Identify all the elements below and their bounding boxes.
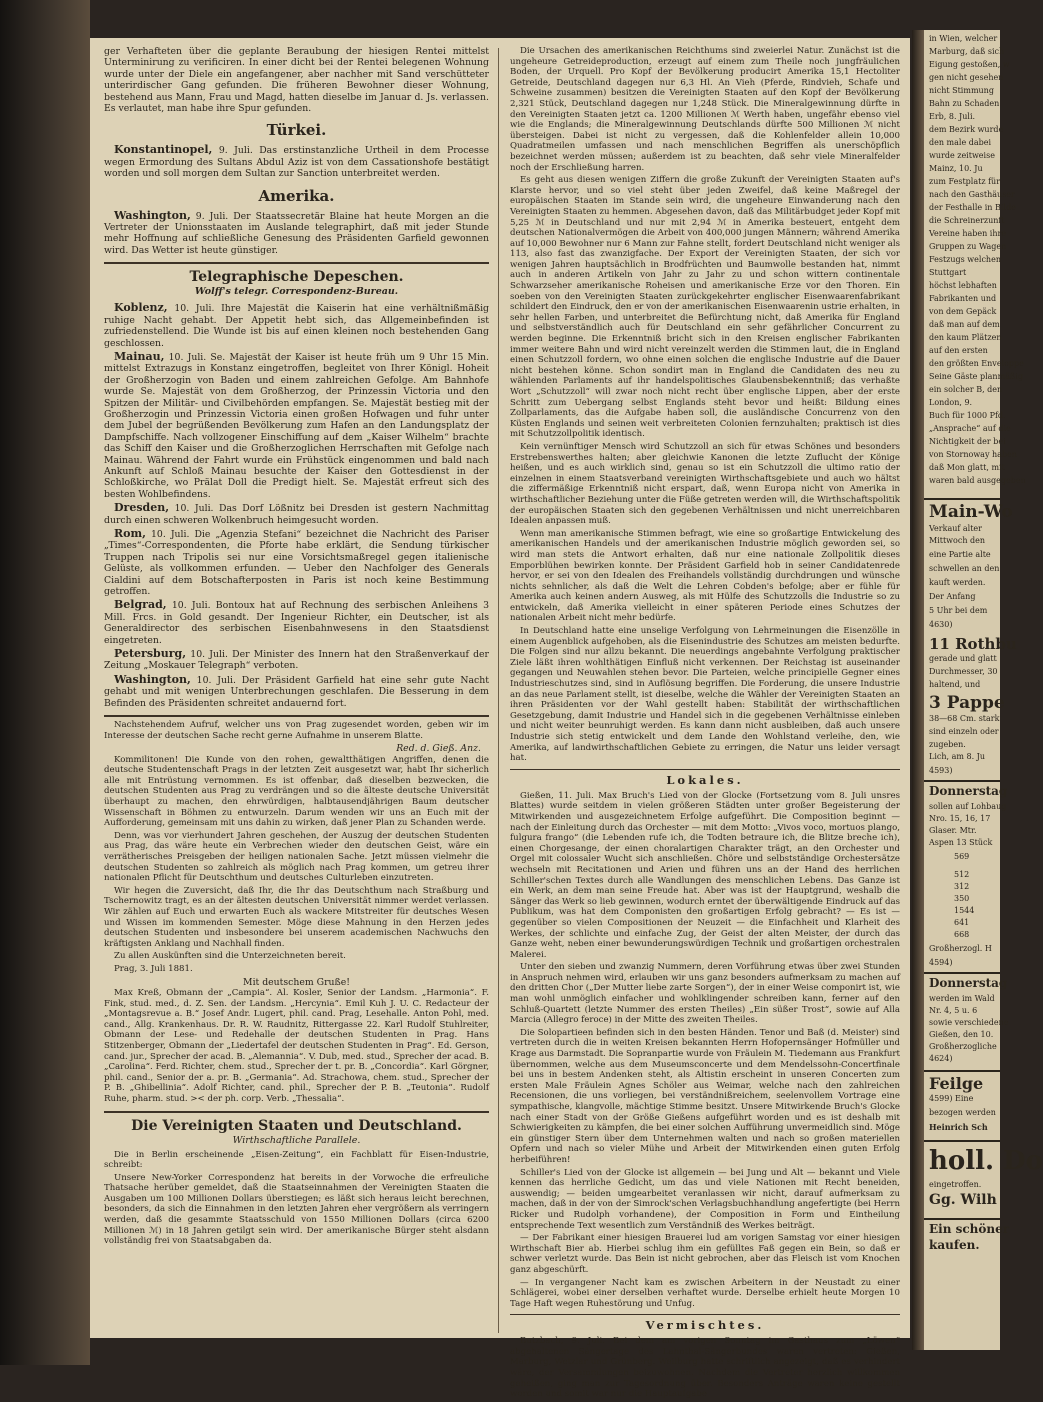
- lokales-paragraph: — In vergangener Nacht kam es zwischen Arbeitern in der Neustadt zu einer Schlägerei, wobei einer derselben verhaftet wurde. Derselbe erhielt heute Morgen 10 Tage Haft wegen Ruhestörung und Unfug.: [510, 1277, 900, 1309]
- intro-text: ger Verhafteten über die geplante Beraubung der hiesigen Rentei mittelst Unterminirung zu verificiren. In einer dicht bei der Rentei belegenen Wohnung wurde unter der Diele ein angefangener, aber nachher mit Sand verschütteter unterirdischer Gang gefunden. Die früheren Bewohner dieser Wohnung, bestehend aus Mann, Frau und Magd, hatten dieselbe im Januar d. Js. verlassen. Es verlautet, man habe ihre Spur gefunden.: [104, 46, 489, 115]
- ad-line: Großherzogl. H: [929, 944, 992, 953]
- ad-title: Ein schöner: [929, 1222, 1010, 1236]
- book-spine: [0, 0, 90, 1365]
- aufruf-paragraph: Denn, was vor vierhundert Jahren geschehen, der Auszug der deutschen Studenten aus Prag, das wäre heute ein Verbrechen wieder den deutschen Geist, wäre ein verrätherisches Preisgeben der heiligen nationalen Sache. Jetzt müssen vielmehr die deutschen Studenten so zahlreich als möglich nach Prag kommen, um getreu ihrer nationalen Pflicht für Deutschthum und deutsches Culturleben einzutreten.: [104, 830, 489, 884]
- ad-line: Lich, am 8. Ju: [929, 752, 986, 761]
- facing-page-line: daß man auf dem: [929, 320, 1000, 329]
- facing-page-line: Festzugs welchen: [929, 255, 1001, 264]
- facing-page-line: höchst lebhaften: [929, 281, 997, 290]
- telegram-text: 10. Juli. Der Präsident Garfield hat eine sehr gute Nacht gehabt und mit wenigen Unterbrechungen geschlafen. Die Besserung in dem Befinden des Präsidenten schreitet andauernd fort.: [104, 674, 489, 709]
- aufruf-paragraph: Wir hegen die Zuversicht, daß Ihr, die Ihr das Deutschthum nach Straßburg und Tschernowitz tragt, es an der ältesten deutschen Universität nimmer werdet verlassen. Wir zählen auf Euch und erwarten Euch als wackere Mitstreiter für deutsches Wesen und Wissen im kommenden Semester. Möge diese Mahnung in den Herzen jedes deutschen Studenten und insbesondere bei unserem academischen Nachwuchs den kräftigsten Anklang und Nachhall finden.: [104, 885, 489, 949]
- dateline-city: Washington,: [114, 672, 191, 686]
- amerika-report: [104, 210, 489, 257]
- ad-line: eine Partie alte: [929, 550, 991, 559]
- vs-subheading: Wirthschaftliche Parallele.: [232, 1134, 361, 1146]
- aufruf-greeting: Mit deutschem Gruße!: [243, 976, 350, 988]
- ad-line: kaufen.: [929, 1238, 980, 1252]
- ad-line: Großherzogliche: [929, 1042, 997, 1051]
- ad-line: schwellen an den: [929, 564, 1000, 573]
- facing-page-line: Vereine haben ihre: [929, 229, 1007, 238]
- facing-page-line: nach den Gasthäuser: [929, 190, 1015, 199]
- column-left: [104, 46, 489, 1249]
- facing-page-line: in Wien, welcher: [929, 34, 998, 43]
- facing-page-line: Marburg, daß sich: [929, 47, 1005, 56]
- facing-page-line: Stuttgart: [929, 268, 967, 277]
- aufruf-redaction: Red. d. Gieß. Anz.: [396, 743, 481, 755]
- lokales-paragraph: — Der Fabrikant einer hiesigen Brauerei lud am vorigen Samstag vor einer hiesigen Wirthschaft Bier ab. Hierbei schlug ihm ein gefülltes Faß gegen ein Bein, so daß er schwer verletzt wurde. Das Bein ist nicht gebrochen, aber das Fleisch ist vom Knochen ganz abgeschürft.: [510, 1233, 900, 1275]
- ad-title: 11 Rothbu: [929, 635, 1017, 653]
- facing-page-line: ein solcher B, den: [929, 385, 1003, 394]
- heading-vereinigte-staaten: Die Vereinigten Staaten und Deutschland.: [131, 1117, 462, 1134]
- ad-line: werden im Wald: [929, 994, 995, 1003]
- ad-line: sollen auf Lohbaug: [929, 802, 1007, 811]
- telegram-petersburg: [104, 648, 489, 672]
- report-text: 9. Juli. Das erstinstanzliche Urtheil in dem Processe wegen Ermordung des Sultans Abdul Aziz ist von dem Cassationshofe bestätigt worden und soll morgen dem Sultan zur Sanction unterbreitet werden.: [104, 145, 489, 180]
- lokales-paragraph: Unter den sieben und zwanzig Nummern, deren Vorführung etwas über zwei Stunden in Anspruch nehmen wird, erlauben wir uns ganz besonders aufmerksam zu machen auf den dritten Chor („Der Mutter liebe zarte Sorgen“), der in einer Weise componirt ist, wie man wohl unmöglich einfacher und wohlklingender schreiben kann, ferner auf den Schluß-Quartett (letzte Nummer des ersten Theiles) „Ein süßer Trost“, sowie auf Alla Marcia (Allegro feroce) in der Mitte des zweiten Theiles.: [510, 962, 900, 1026]
- facing-page-line: London, 9.: [929, 398, 973, 407]
- section-divider: [104, 262, 489, 264]
- ad-line: Gg. Wilh: [929, 1192, 997, 1208]
- vs-paragraph: Unsere New-Yorker Correspondenz hat bereits in der Vorwoche die erfreuliche Thatsache herüber gemeldet, daß die Staatseinnahmen der Vereinigten Staaten die Ausgaben um 100 Millionen Dollars überstiegen; es läßt sich heraus leicht berechnen, besonders, da sich die Einnahmen in den letzten Jahren eher vergrößern als verringern werden, daß die gesammte Staatsschuld von 1550 Millionen Dollars (circa 6200 Millionen ℳ) in 18 Jahren getilgt sein wird. Der amerikanische Bürger steht alsdann vollständig frei von Staatsabgaben da.: [104, 1172, 489, 1247]
- column-rule: [498, 48, 499, 1333]
- facing-page-line: wurde zeitweise: [929, 151, 995, 160]
- telegram-text: 10. Juli. Bontoux hat auf Rechnung des serbischen Anleihens 3 Mill. Frcs. in Gold gesandt. Der Ingenieur Richter, ein Deutscher, ist als Generaldirector des serbischen Eisenbahnwesens in den Staatsdienst eingetreten.: [104, 600, 489, 646]
- ad-title: Donnerstag: [929, 976, 1008, 990]
- lokales-paragraph: Schiller's Lied von der Glocke ist allgemein — bei Jung und Alt — bekannt und Viele kennen das herrliche Gedicht, um das und viele Nationen mit Recht beneiden, auswendig; — beiden umgearbeitet veranlassen wir nicht, darauf aufmerksam zu machen, daß in der von der Simrock'schen Verlagsbuchhandlung angefertigte (bei Herrn Ricker und Rudolph vorhandene), der Composition in Form und Eintheilung entsprechende Text wesentlich zum Verständniß des Werkes beiträgt.: [510, 1167, 900, 1231]
- facing-page-line: „Ansprache“ auf die: [929, 424, 1011, 433]
- ad-title: Main-Wo: [929, 502, 1013, 522]
- heading-vermischtes: Vermischtes.: [645, 1318, 765, 1333]
- facing-page-line: Gruppen zu Wagen: [929, 242, 1007, 251]
- dateline-city: Koblenz,: [114, 301, 168, 315]
- ad-line: gerade und glatt: [929, 654, 997, 663]
- heading-tuerkei: Türkei.: [266, 121, 327, 140]
- ad-line: 4624): [929, 1054, 953, 1063]
- ad-rule: [924, 972, 1000, 974]
- facing-page-line: Seine Gäste planmäßig: [929, 372, 1023, 381]
- telegram-text: 10. Juli. Das Dorf Lößnitz bei Dresden ist gestern Nachmittag durch einen schweren Wolkenbruch heimgesucht worden.: [104, 503, 489, 526]
- ad-line: Glaser. Mtr.: [929, 826, 977, 835]
- ad-line: 4599) Eine: [929, 1094, 974, 1103]
- section-divider: [104, 1111, 489, 1113]
- section-divider: [510, 1314, 900, 1315]
- ad-line: sind einzeln oder: [929, 727, 999, 736]
- heading-telegraphische-depeschen: Telegraphische Depeschen.: [189, 269, 404, 286]
- report-text: 9. Juli. Der Staatssecretär Blaine hat heute Morgen an die Vertreter der Unionsstaaten im Auslande telegraphirt, daß mit jeder Stunde mehr Hoffnung auf schließliche Genesung des Präsidenten Garfield gewonnen wird. Das Wetter ist heute günstiger.: [104, 210, 489, 256]
- dateline-city: Rom,: [114, 527, 146, 540]
- telegram-rom: [104, 528, 489, 597]
- aufruf-paragraph: Zu allen Auskünften sind die Unterzeichneten bereit.: [114, 951, 346, 962]
- ad-rule: [924, 498, 1000, 500]
- lokales-paragraph: Die Solopartieen befinden sich in den besten Händen. Tenor und Baß (d. Meister) sind vertreten durch die in weiten Kreisen bekannten Herrn Hofopernsänger Hofmüller und Krage aus Darmstadt. Die Sopranpartie wurde von Fräulein M. Tiedemann aus Frankfurt übernommen, welche aus dem Museumsconcerte und dem Mendelssohn-Concertfinale bei uns in bestem Andenken steht, als Altistin erscheint in unseren Concerten zum ersten Male Fräulein Agnes Schöler aus Weimar, welche nach den zahlreichen Recensionen, die uns vorliegen, bei verständnißreichem, seelenvollem Vortrage eine sympathische, klangvolle, mächtige Stimme besitzt. Unsere Mitwirkende Bruch's Glocke nach einer Stadt von der Größe Gießens aufgeführt worden und es ist deshalb mit Schwierigkeiten zu kämpfen, die bei einer solchen Aufführung unvermeidlich sind. Möge ein günstiger Stern über dem Unternehmen walten und nach so großen materiellen Opfern und nach so vieler Mühe und Arbeit der Mitwirkenden einen guten Erfolg herbeiführen!: [510, 1027, 900, 1165]
- dateline-city: Belgrad,: [114, 598, 167, 612]
- ad-line: sowie verschiedene: [929, 1018, 1009, 1027]
- facing-page-line: nicht Stimmung: [929, 86, 994, 95]
- section-divider: [510, 769, 900, 770]
- ad-title: Donnerstag: [929, 784, 1008, 798]
- vermischtes-paragraph: Butzbach, 9. Juli. Bei dem am vorigen Sonntag im Gasthaus zum „Löwen“ abgehaltenen Sängertage des Lahnthal-Sängerbundes waren vertreten: Gießen, Marburg, Wetzlar und Grünberg. Weilburg hatte schriftlich angezeigt, daß es verhindert wäre, der Versammlungen beizuwohnen. Nachdem die Vertreter herzlich willkommen geheißen, ging man zur Tagesordnung über. Besonders Anträge waren keine gestellt worden und somit war nur die Hauptaufgabe: [510, 1336, 900, 1400]
- facing-page-line: zum Festplatz für: [929, 177, 1001, 186]
- vs-continued-paragraph: In Deutschland hatte eine unselige Verfolgung von Lehrmeinungen die Eisenzölle in einem Augenblick aufgehoben, als die Eisenindustrie des Schutzes am meisten bedurfte. Die Folgen sind nur allzu bekannt. Die neuerdings angebahnte Verfolgung praktischer Ziele läßt ihren wohlthätigen Einfluß nicht verkennen. Der Reichstag ist auseinander gegangen und Neuwahlen stehen bevor. Die Parteien, welche principielle Gegner eines Industrieschutzes sind, sind in Auflösung begriffen. Die Forderung, die unsere Industrie an das neue Parlament stellt, ist dieselbe, welche die Wähler der Vereinigten Staaten an ihren Präsidenten vor der Wahl gestellt haben: Stabilität der wirthschaftlichen Gesetzgebung, damit Industrie und Handel sich in die gegebenen Verhältnisse einleben und nicht weiter beunruhigt werden. Es kann dann nicht ausbleiben, daß auch unsere Industrie sich stetig entwickelt und dem Lande den Wohlstand verleihe, den, wie Amerika, auf landwirthschaftlichen Gebiete zu erringen, die Natur uns leider versagt hat.: [510, 626, 900, 764]
- ad-line: 312: [954, 882, 970, 891]
- ad-line: Der Anfang: [929, 592, 976, 601]
- telegram-text: 10. Juli. Die „Agenzia Stefani“ bezeichnet die Nachricht des Pariser „Times“-Correspondenten, die Pforte habe erklärt, die Sendung türkischer Truppen nach Tripolis sei nur eine Vorsichtsmaßregel gegen italienische Gelüste, als vollkommen erfunden. — Ueber den Nachfolger des Generals Cialdini auf dem Botschafterposten in Paris ist noch keine Bestimmung getroffen.: [104, 529, 489, 598]
- ad-rule: [924, 1070, 1000, 1072]
- telegram-mainau: [104, 351, 489, 500]
- facing-page-line: den male dabei: [929, 138, 992, 147]
- ad-line: 4630): [929, 620, 953, 629]
- telegram-washington: [104, 674, 489, 709]
- vs-continued-paragraph: Es geht aus diesen wenigen Ziffern die große Zukunft der Vereinigten Staaten auf's Klarste hervor, und so viel steht über jeden Zweifel, daß keine Maßregel der europäischen Staaten im Stande sein wird, die ungeheure Einwanderung nach den Vereinigten Staaten zu hemmen. Abgesehen davon, daß das Militärbudget jeder Kopf mit 5,25 ℳ in Deutschland und nur mit 2,94 ℳ in Amerika besteuert, entgeht dem deutschen Nationalvermögen die Arbeit von 400,000 jungen Männern; während Amerika auf 10,000 Bewohner nur 6 Mann zur Fahne stellt, fordert Deutschland nicht weniger als 113, also fast das zwanzigfache. Der Export der Vereinigten Staaten, der sich vor wenigen Jahren hauptsächlich in Brodfrüchten und Baumwolle bestanden hat, nimmt auch in anderen Artikeln von Jahr zu Jahr zu und schon wittern continentale Schwarzseher amerikanische Roheisen und amerikanische Erze vor den Thoren. Ein soeben von den Vereinigten Staaten zurückgekehrter englischer Eisenwaarenfabrikant schildert den Eindruck, den er von der amerikanischen Eisenwaarenin ustrie erhalten, in sehr hellen Farben, und unterbreitet die Befürchtung nicht, daß Amerika für England und selbstverständlich auch für Deutschland ein sehr gefährlicher Concurrent zu werden beginne. Die Erkenntniß bricht sich in den Kreisen englischer Fabrikanten immer weitere Bahn und wird nicht vereinzelt werden die Stimmen laut, die in England einen Schutzzoll fordern, wo ohne einen solchen die englische Industrie auf die Dauer nicht bestehen könne. Schon sondirt man in England die Candidaten des neu zu wählenden Parlaments auf ihr handelspolitisches Glaubensbekenntniß; das verhaßte Wort „Schutzzoll“ will zwar noch nicht recht über englische Lippen, aber der erste Schritt zum Uebergang selbst Englands steht bevor und heißt: Bildung eines Zollparlaments, das die Aufgabe haben soll, die ausländische Concurrenz von den Küsten Englands und seinen weit verbreiteten Colonien fernzuhalten; praktisch ist dies mit Schutzzollpolitik identisch.: [510, 175, 900, 440]
- ad-line: kauft werden.: [929, 578, 986, 587]
- ad-line: Nr. 4, 5 u. 6: [929, 1006, 978, 1015]
- column-right: [510, 46, 900, 1402]
- ad-line: 4594): [929, 958, 953, 967]
- ad-line: Mittwoch den: [929, 536, 986, 545]
- section-divider: [104, 715, 489, 717]
- telegram-koblenz: [104, 302, 489, 349]
- facing-page-line: Eigung gestoßen, w: [929, 60, 1010, 69]
- ad-line: 5 Uhr bei dem: [929, 606, 988, 615]
- tuerkei-report: [104, 144, 489, 179]
- facing-page-line: den größten Enveloppe: [929, 359, 1024, 368]
- dateline-city: Petersburg,: [114, 647, 187, 661]
- ad-line: bezogen werden: [929, 1108, 996, 1117]
- ad-line: eingetroffen.: [929, 1180, 982, 1189]
- vs-paragraph: Die in Berlin erscheinende „Eisen-Zeitung“, ein Fachblatt für Eisen-Industrie, schreibt:: [104, 1149, 489, 1171]
- ad-line: Aspen 13 Stück: [929, 838, 993, 847]
- telegram-belgrad: [104, 599, 489, 646]
- facing-page-line: Fabrikanten und: [929, 294, 997, 303]
- ad-rule: [924, 780, 1000, 782]
- ad-title: 3 Pappe: [929, 693, 1005, 713]
- telegram-list: [104, 302, 489, 709]
- ad-line: 4593): [929, 766, 953, 775]
- ad-line: Nro. 15, 16, 17: [929, 814, 991, 823]
- ad-title: Feilge: [929, 1074, 984, 1093]
- facing-page-line: dem Bezirk wurde: [929, 125, 1004, 134]
- ad-line: 512: [954, 870, 970, 879]
- telegram-text: 10. Juli. Se. Majestät der Kaiser ist heute früh um 9 Uhr 15 Min. mittelst Extrazugs in Konstanz eingetroffen, begleitet von Ihrer Königl. Hoheit der Großherzogin von Baden und einem zahlreichen Gefolge. Am Bahnhofe wurde Se. Majestät von dem Großherzog, der Prinzessin Victoria und den Spitzen der Militär- und Civilbehörden empfangen. Se. Majestät bestieg mit der Großherzogin und Prinzessin Victoria einen großen Hofwagen und fuhr unter dem Jubel der begrüßenden Bevölkerung zum Hafen an den Landungsplatz der Dampfschiffe. Nach vollzogener Einschiffung auf dem „Kaiser Wilhelm“ brachte das Schiff den Kaiser und die Großherzoglichen Herrschaften mit Gefolge nach Mainau. Während der Fahrt wurde ein Frühstück eingenommen und bald nach Ankunft auf Schloß Mainau besuchte der Kaiser den Gottesdienst in der Schloßkirche, wo Prälat Doll die Predigt hielt. Se. Majestät erfreut sich des besten Wohlbefindens.: [104, 351, 489, 500]
- telegram-text: 10. Juli. Der Minister des Innern hat den Straßenverkauf der Zeitung „Moskauer Telegraph“ verboten.: [104, 649, 489, 672]
- facing-page-line: Nichtigkeit der bei: [929, 437, 1006, 446]
- facing-page-line: von Stornoway haben: [929, 450, 1017, 459]
- ad-line: 38—68 Cm. stark: [929, 714, 1000, 723]
- ad-rule: [924, 1140, 1000, 1142]
- ad-line: 668: [954, 930, 970, 939]
- heading-lokales: Lokales.: [666, 772, 744, 787]
- facing-page-line: Erb, 8. Juli.: [929, 112, 976, 121]
- vs-continued-paragraph: Wenn man amerikanische Stimmen befragt, wie eine so großartige Entwickelung des amerikanischen Handels und der amerikanischen Industrie möglich geworden sei, so wird man stets die Antwort erhalten, daß nur eine nationale Zollpolitik dieses Emporblühen bewirken konnte. Der Präsident Garfield hob in seiner Candidatenrede hervor, er sei von den Idealen des Freihandels vollständig durchdrungen und wünsche nichts sehnlicher, als daß die Welt die Lehren Cobden's befolge; aber er fühle für Amerika auch keinen andern Ausweg, als mit Hülfe des Schutzzolls die Industrie so zu entwickeln, daß Amerika vielleicht in einer späteren Periode eines Schutzes der nationalen Arbeit nicht mehr bedürfe.: [510, 528, 900, 624]
- ad-line: zugeben.: [929, 740, 966, 749]
- ad-line: 1544: [954, 906, 975, 915]
- facing-page-line: Mainz, 10. Ju: [929, 164, 983, 173]
- wolff-bureau-label: Wolff's telegr. Correspondenz-Bureau.: [194, 286, 399, 298]
- ad-line: 350: [954, 894, 970, 903]
- newspaper-page: [90, 38, 910, 1400]
- facing-page-line: den kaum Plätzen: [929, 333, 1002, 342]
- ad-line: Durchmesser, 30: [929, 667, 998, 676]
- aufruf-signers: Max Kreß, Obmann der „Campia“. Al. Kosler, Senior der Landsm. „Harmonia“. F. Fink, stud. med., d. Z. Sen. der Landsm. „Hercynia“. Emil Kuh J. U. C. Redacteur der „Montagsrevue a. B.“ Josef Andr. Lugert, phil. cand. Prag, Lesehalle. Anton Pohl, med. cand., Allg. Krankenhaus. Dr. R. W. Raudnitz, Rittergasse 22. Karl Rudolf Stuhlreiter, Obmann der Lese- und Redehalle der deutschen Studenten in Prag. Hans Stitzenberger, Obmann der „Liedertafel der deutschen Studenten in Prag“. Ed. Gerson, cand. jur., Sprecher der acad. B. „Alemannia“. V. Dub, med. stud., Sprecher der acad. B. „Carolina“. Ferd. Richter, chem. stud., Sprecher der t. pr. B. „Concordia“. Karl Görgner, phil. cand., Senior der a. pr. B. „Germania“. Ad. Strachowa, chem. stud., Sprecher der P. B. „Ghibellinia“. Adolf Richter, cand. phil., Sprecher der P. B. „Teutonia“. Rudolf Ruhe, pharm. stud. >< der ph. corp. Verb. „Thessalia“.: [104, 987, 489, 1104]
- dateline-city: Washington,: [114, 208, 191, 222]
- facing-page-fragment: [924, 30, 1043, 1350]
- aufruf-paragraph: Kommilitonen! Die Kunde von den rohen, gewaltthätigen Angriffen, denen die deutsche Studentenschaft Prags in der letzten Zeit ausgesetzt war, habt Ihr sicherlich alle mit Entrüstung vernommen. Es ist offenbar, daß dieselben bezwecken, die deutschen Studenten aus Prag zu verdrängen und so die älteste deutsche Universität überhaupt zu machen, den ehrwürdigen, halbtausendjährigen Baum deutscher Wissenschaft in Böhmen zu entwurzeln. Darum wenden wir uns an Euch mit der Aufforderung, gemeinsam mit uns dahin zu wirken, daß jener Plan zu Schanden werde.: [104, 754, 489, 829]
- ad-title: holl. Do: [929, 1146, 1043, 1176]
- facing-page-line: der Festhalle in Bilde: [929, 203, 1016, 212]
- ad-line: Heinrich Sch: [929, 1122, 988, 1132]
- telegram-text: 10. Juli. Ihre Majestät die Kaiserin hat eine verhältnißmäßig ruhige Nacht gehabt. Der Appetit hebt sich, das Allgemeinbefinden ist zufriedenstellend. Die Wunde ist bis auf einen kleinen noch bestehenden Gang geschlossen.: [104, 303, 489, 349]
- facing-page-line: waren bald ausgegeben: [929, 476, 1026, 485]
- dateline-city: Mainau,: [114, 349, 165, 363]
- ad-line: 641: [954, 918, 970, 927]
- facing-page-line: gen nicht gesehen: [929, 73, 1004, 82]
- aufruf-date: Prag, 3. Juli 1881.: [114, 963, 193, 974]
- heading-amerika: Amerika.: [258, 186, 335, 205]
- ad-rule: [924, 1218, 1000, 1220]
- telegram-dresden: [104, 502, 489, 526]
- ad-line: Verkauf alter: [929, 524, 982, 533]
- facing-page-line: Buch für 1000 Pfd.: [929, 411, 1006, 420]
- facing-page-line: von dem Gepäck: [929, 307, 997, 316]
- facing-page-line: die Schreinerzunft: [929, 216, 1005, 225]
- lokales-paragraph: Gießen, 11. Juli. Max Bruch's Lied von der Glocke (Fortsetzung vom 8. Juli unsres Blattes) wurde seitdem in vielen größeren Städten unter großer Begeisterung der Mitwirkenden und ausgezeichnetem Erfolge aufgeführt. Die Composition beginnt — nach der Einleitung durch das Orchester — mit dem Motto: „Vivos voco, mortuos plango, fulgura frango“ (die Lebenden rufe ich, die Todten betraure ich, die Blitze breche ich), einen Chorgesange, der einen choralartigen Charakter trägt, an den Orchester und Orgel mit colossaler Wucht sich anschließen. Chöre und selbstständige Orchestersätze wechseln mit Recitationen und Arien und führen uns an der Hand des herrlichen Schiller'schen Textes durch alle Wandlungen des menschlichen Lebens. Das Ganze ist ein Werk, an dem man seine Freude hat. Aber was ist der Hauptgrund, weshalb die Sänger das Werk so lieb gewinnen, wodurch erntet der überwältigende Eindruck auf das Publikum, was hat dem Componisten den großartigen Erfolg gebracht? — Es ist — gegenüber so vielen Compositionen der Neuzeit — die Einfachheit und Klarheit des Werkes, der schlichte und einfache Zug, der Geist der alten Meister, der durch das Ganze weht, neben einer bewunderungswürdigen Technik und großartigen orchestralen Malerei.: [510, 790, 900, 960]
- ad-line: haltend, und: [929, 680, 981, 689]
- ad-line: Gießen, den 10.: [929, 1030, 994, 1039]
- ad-line: 569: [954, 852, 970, 861]
- book-gutter: [912, 30, 924, 1350]
- facing-page-line: auf den ersten: [929, 346, 988, 355]
- vs-continued-paragraph: Die Ursachen des amerikanischen Reichthums sind zweierlei Natur. Zunächst ist die ungeheure Getreideproduction, erzeugt auf einem zum Theile noch jungfräulichen Boden, der Urquell. Pro Kopf der Bevölkerung producirt Amerika 15,1 Hectoliter Getreide, Deutschland dagegen nur 6,3 Hl. An Vieh (Pferde, Rindvieh, Schafe und Schweine zusammen) besitzen die Vereinigten Staaten auf den Kopf der Bevölkerung 2,321 Stück, Deutschland dagegen nur 1,248 Stück. Die Mineralgewinnung dürfte in den Vereinigten Staaten jetzt ca. 1200 Millionen ℳ Werth haben, ungefähr ebenso viel wie die Englands; die Mineralgewinnung Deutschlands dürfte 500 Millionen ℳ nicht übersteigen. Dabei ist nicht zu vergessen, daß die Kohlenfelder allein 10,000 Quadratmeilen umfassen und nach menschlichen Begriffen als unerschöpflich bezeichnet werden müssen; außerdem ist zu beachten, daß sehr viele Mineralfelder noch der Erschließung harren.: [510, 46, 900, 173]
- dateline-city: Dresden,: [114, 501, 170, 515]
- facing-page-line: Bahn zu Schaden: [929, 99, 1000, 108]
- dateline-city: Konstantinopel,: [114, 143, 213, 157]
- vs-continued-paragraph: Kein vernünftiger Mensch wird Schutzzoll an sich für etwas Schönes und besonders Erstrebenswerthes halten; aber gleichwie Kanonen die letzte Zuflucht der Könige heißen, und es auch wirklich sind, genau so ist ein Schutzzoll die ultimo ratio der einzelnen in einem Staatsverband vereinigten Wirthschaftsgebiete und auch wo hältst die ziffermäßige Erkenntniß nicht erspart, daß, wenn Europa nicht von Amerika in wirthschaftlicher Beziehung unter die Füße getreten werden will, die Wirthschaftspolitik der europäischen Staaten sich den gegebenen Verhältnissen und nicht unerreichbaren Idealen anpassen muß.: [510, 441, 900, 527]
- facing-page-line: daß Mon glatt, mit: [929, 463, 1005, 472]
- aufruf-intro: Nachstehendem Aufruf, welcher uns von Prag zugesendet worden, geben wir im Interesse der deutschen Sache recht gerne Aufnahme in unserem Blatte.: [104, 720, 489, 741]
